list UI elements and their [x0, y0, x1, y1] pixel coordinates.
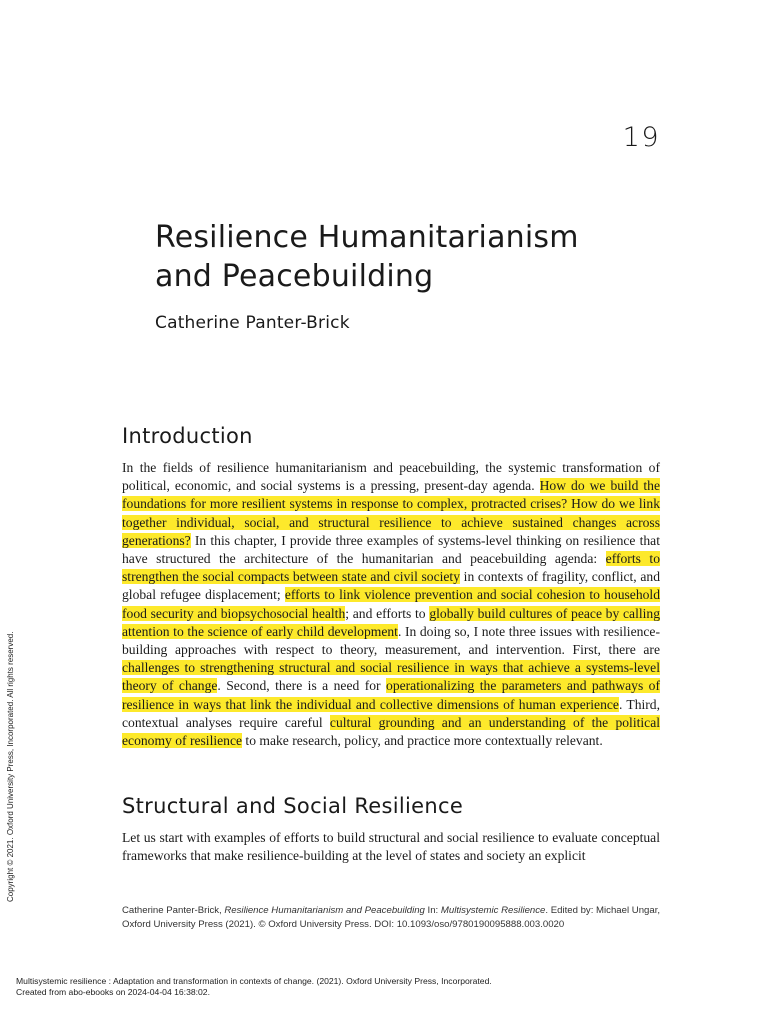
- citation-book-title: Multisystemic Resilience: [440, 905, 546, 916]
- paragraph-text: . In doing so, I note three issues with resilience-building approaches with respect to theory, measurement, and intervention. First, there are: [122, 623, 660, 658]
- chapter-title: [155, 218, 675, 296]
- paragraph-text: ; and efforts to: [345, 605, 430, 621]
- paragraph-text: Let us start with examples of efforts to build structural and social resilience to evaluate conceptual frameworks that make resilience-building at the level of states and society an explicit: [122, 830, 660, 864]
- citation-in-label: In:: [424, 905, 441, 916]
- introduction-paragraph: [122, 459, 660, 750]
- paragraph-text: . Second, there is a need for: [217, 678, 387, 694]
- highlighted-text: efforts to strengthen the social compacts between state and civil society: [122, 551, 660, 585]
- citation-chapter-title: Resilience Humanitarianism and Peacebuilding: [224, 905, 425, 916]
- chapter-author: Catherine Panter-Brick: [155, 313, 350, 333]
- highlighted-text: cultural grounding and an understanding of the political economy of resilience: [122, 714, 661, 749]
- highlighted-text: globally build cultures of peace by calling attention to the science of early child development: [122, 605, 660, 639]
- chapter-citation: [122, 904, 662, 932]
- chapter-number: 19: [622, 122, 660, 153]
- source-footer-line-2: Created from abo-ebooks on 2024-04-04 16:38:02.: [16, 987, 210, 997]
- highlighted-text: How do we build the foundations for more resilient systems in response to complex, protracted crises? How do we link together individual, social, and structural resilience to achieve sustained changes across generations?: [122, 478, 660, 548]
- chapter-title-line-1: Resilience Humanitarianism: [155, 220, 579, 255]
- source-footer: [16, 976, 492, 998]
- highlighted-text: operationalizing the parameters and pathways of resilience in ways that link the individual and collective dimensions of human experience: [122, 678, 661, 712]
- source-footer-line-1: Multisystemic resilience : Adaptation and transformation in contexts of change. (2021). Oxford University Press, Incorporated.: [16, 976, 492, 986]
- paragraph-text: in contexts of fragility, conflict, and global refugee displacement;: [122, 569, 660, 603]
- structural-resilience-paragraph: [122, 829, 660, 865]
- citation-prefix: Catherine Panter-Brick,: [122, 905, 225, 916]
- paragraph-text: to make research, policy, and practice more contextually relevant.: [242, 733, 603, 749]
- highlighted-text: challenges to strengthening structural and social resilience in ways that achieve a systems-level theory of change: [122, 660, 660, 694]
- paragraph-text: In the fields of resilience humanitarianism and peacebuilding, the systemic transformation of political, economic, and social systems is a pressing, present-day agenda.: [122, 460, 660, 494]
- section-heading-structural-social-resilience: Structural and Social Resilience: [122, 794, 464, 818]
- highlighted-text: efforts to link violence prevention and social cohesion to household food security and biopsychosocial health: [122, 587, 660, 621]
- chapter-title-line-2: and Peacebuilding: [155, 259, 434, 294]
- side-copyright-notice: Copyright © 2021. Oxford University Press, Incorporated. All rights reserved.: [6, 631, 15, 902]
- paragraph-text: . Third, contextual analyses require careful: [122, 696, 660, 730]
- section-heading-introduction: Introduction: [122, 424, 253, 448]
- citation-suffix: . Edited by: Michael Ungar, Oxford University Press (2021). © Oxford University Press. DOI: 10.1093/oso/9780190095888.003.0020: [122, 905, 661, 930]
- paragraph-text: In this chapter, I provide three examples of systems-level thinking on resilience that have structured the architecture of the humanitarian and peacebuilding agenda:: [122, 532, 660, 567]
